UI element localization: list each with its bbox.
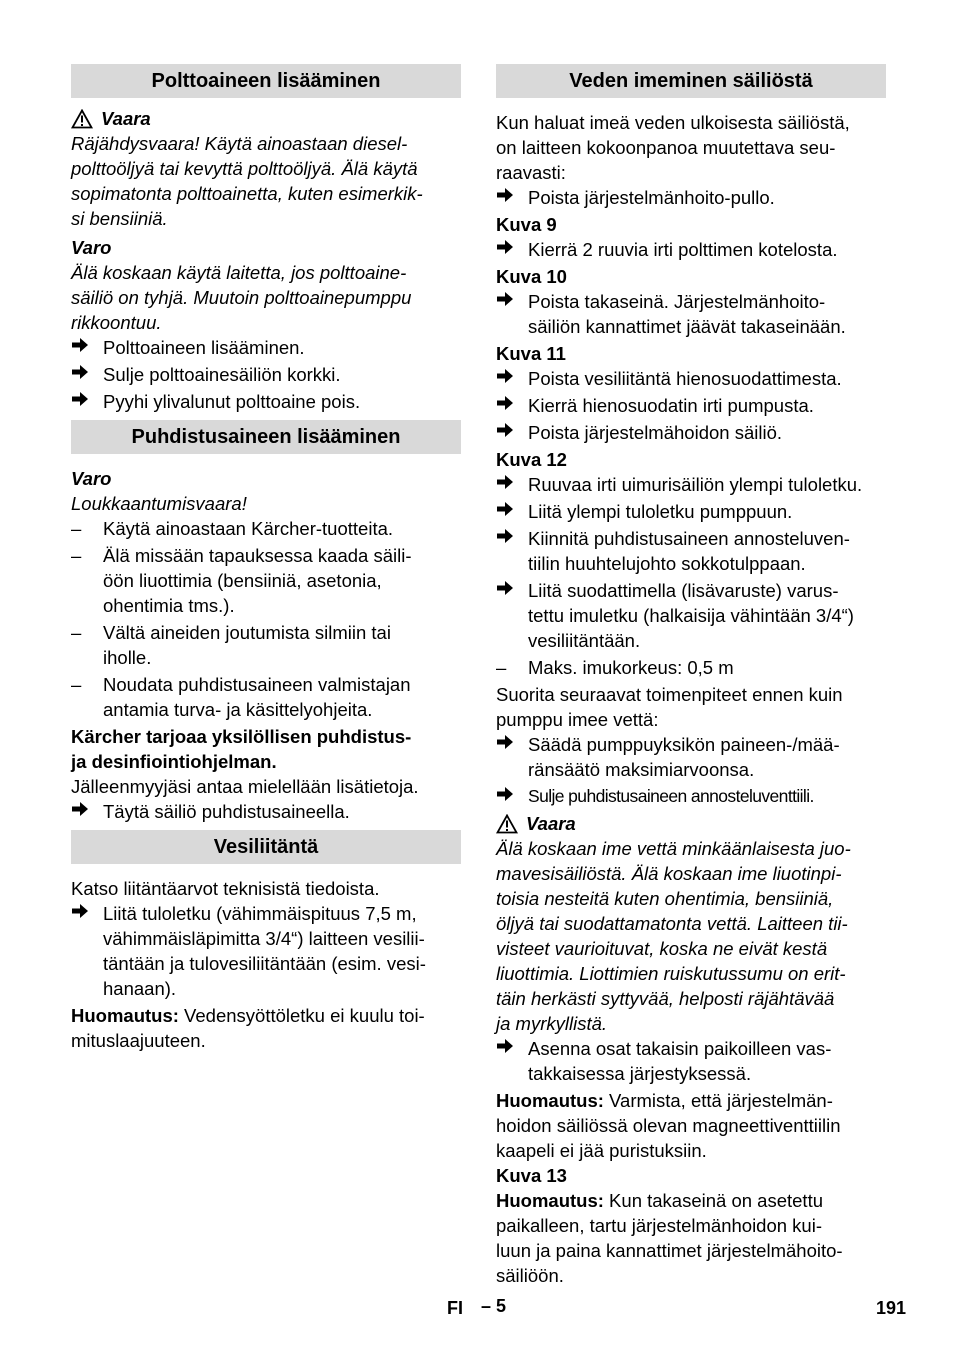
page-number: 191 <box>876 1298 907 1318</box>
arrow-right-icon <box>496 733 514 751</box>
arrow-right-icon <box>71 390 89 408</box>
arrow-right-icon <box>496 785 514 803</box>
caution-label: Varo <box>71 237 112 258</box>
caution-text: Älä koskaan käytä laitetta, jos polttoaine- säiliö on tyhjä. Muutoin polttoainepumppu rikkoontuu. <box>71 262 412 333</box>
arrow-right-icon <box>71 902 89 920</box>
right-column <box>496 64 886 1288</box>
step-item: Täytä säiliö puhdistusaineella. <box>71 799 461 824</box>
figure-ref: Kuva 12 <box>496 449 567 470</box>
figure-ref: Kuva 10 <box>496 266 567 287</box>
intro-text: Kun haluat imeä veden ulkoisesta säiliöstä, on laitteen kokoonpanoa muutettava seu- raavasti: <box>496 112 850 183</box>
section-heading-suction: Veden imeminen säiliöstä <box>496 64 886 98</box>
list-item: – Maks. imukorkeus: 0,5 m <box>496 657 734 678</box>
note-text: Huomautus: Varmista, että järjestelmän- hoidon säiliössä olevan magneettiventtiilin kaapeli ei jää puristuksiin. <box>496 1090 841 1161</box>
arrow-right-icon <box>496 186 514 204</box>
figure-ref: Kuva 9 <box>496 214 557 235</box>
step-item: Sulje puhdistusaineen annosteluventtiili. <box>496 784 886 809</box>
arrow-right-icon <box>496 394 514 412</box>
figure-ref: Kuva 11 <box>496 343 566 364</box>
note-text: Huomautus: Vedensyöttöletku ei kuulu toi- mituslaajuuteen. <box>71 1005 425 1051</box>
step-item: Polttoaineen lisääminen. <box>71 335 461 360</box>
figure-ref: Kuva 13 <box>496 1165 567 1186</box>
warning-triangle-icon <box>71 109 93 129</box>
caution-label: Varo <box>71 468 112 489</box>
arrow-right-icon <box>496 238 514 256</box>
step-item: Liitä ylempi tuloletku pumppuun. <box>496 499 886 524</box>
list-item: – Käytä ainoastaan Kärcher-tuotteita. <box>71 518 394 539</box>
before-text: Suorita seuraavat toimenpiteet ennen kuin pumppu imee vettä: <box>496 684 843 730</box>
arrow-right-icon <box>496 500 514 518</box>
list-item: – Älä missään tapauksessa kaada säili- öön liuottimia (bensiiniä, asetonia, ohentimia tms.). <box>71 545 412 616</box>
left-column <box>71 64 461 1053</box>
note-text: Huomautus: Kun takaseinä on asetettu paikalleen, tartu järjestelmänhoidon kui- luun ja paina kannattimet järjestelmähoito- säiliöön. <box>496 1190 843 1286</box>
arrow-right-icon <box>71 336 89 354</box>
danger-text: Älä koskaan ime vettä minkäänlaisesta juo- mavesisäiliöstä. Älä koskaan ime liuotinpi- toisia nesteitä kuten ohentimia, bensiiniä, öljyä tai suodattamatonta vettä. Laitteen tii- visteet vaurioituvat, koska ne eivät kestä liuottimia. Liottimien ruiskutussumu on erit- täin herkästi syttyvää, helposti räjähtävää ja myrkyllistä. <box>496 838 851 1034</box>
arrow-right-icon <box>496 367 514 385</box>
arrow-right-icon <box>496 290 514 308</box>
step-item: Ruuvaa irti uimurisäiliön ylempi tuloletku. <box>496 472 886 497</box>
danger-notice: Vaara <box>71 106 461 131</box>
footer-section: – 5 <box>481 1296 507 1316</box>
step-item: Poista järjestelmänhoito-pullo. <box>496 185 886 210</box>
step-item: Pyyhi ylivalunut polttoaine pois. <box>71 389 461 414</box>
step-item: Kiinnitä puhdistusaineen annosteluven- tiilin huuhtelujohto sokkotulppaan. <box>496 526 886 576</box>
step-item: Liitä tuloletku (vähimmäispituus 7,5 m, vähimmäisläpimitta 3/4“) laitteen vesilii- täntään ja tulovesiliitäntään (esim. vesi- hanaan). <box>71 901 461 1001</box>
step-item: Poista järjestelmähoidon säiliö. <box>496 420 886 445</box>
step-item: Poista vesiliitäntä hienosuodattimesta. <box>496 366 886 391</box>
arrow-right-icon <box>71 800 89 818</box>
section-heading-fuel: Polttoaineen lisääminen <box>71 64 461 98</box>
list-item: – Vältä aineiden joutumista silmiin tai iholle. <box>71 622 391 668</box>
step-item: Poista takaseinä. Järjestelmänhoito- säiliön kannattimet jäävät takaseinään. <box>496 289 886 339</box>
dealer-text: Jälleenmyyjäsi antaa mielellään lisätietoja. <box>71 776 419 797</box>
step-item: Sulje polttoainesäiliön korkki. <box>71 362 461 387</box>
offer-text: Kärcher tarjoaa yksilöllisen puhdistus- ja desinfiointiohjelman. <box>71 726 412 772</box>
step-item: Säädä pumppuyksikön paineen-/mää- ränsäätö maksimiarvoonsa. <box>496 732 886 782</box>
danger-text: Räjähdysvaara! Käytä ainoastaan diesel- polttoöljyä tai kevyttä polttoöljyä. Älä käytä sopimatonta polttoainetta, kuten esimerkik- si bensiiniä. <box>71 133 423 229</box>
see-tech-data: Katso liitäntäarvot teknisistä tiedoista. <box>71 878 380 899</box>
danger-notice: Vaara <box>496 811 886 836</box>
section-heading-water: Vesiliitäntä <box>71 830 461 864</box>
arrow-right-icon <box>496 421 514 439</box>
arrow-right-icon <box>496 527 514 545</box>
footer-language: FI <box>447 1298 463 1318</box>
step-item: Kierrä hienosuodatin irti pumpusta. <box>496 393 886 418</box>
arrow-right-icon <box>496 579 514 597</box>
section-heading-detergent: Puhdistusaineen lisääminen <box>71 420 461 454</box>
step-item: Asenna osat takaisin paikoilleen vas- takkaisessa järjestyksessä. <box>496 1036 886 1086</box>
step-item: Liitä suodattimella (lisävaruste) varus- tettu imuletku (halkaisija vähintään 3/4“) vesiliitäntään. <box>496 578 886 653</box>
arrow-right-icon <box>496 1037 514 1055</box>
list-item: – Noudata puhdistusaineen valmistajan antamia turva- ja käsittelyohjeita. <box>71 674 411 720</box>
arrow-right-icon <box>496 473 514 491</box>
arrow-right-icon <box>71 363 89 381</box>
warning-triangle-icon <box>496 814 518 834</box>
step-item: Kierrä 2 ruuvia irti polttimen kotelosta. <box>496 237 886 262</box>
injury-warning: Loukkaantumisvaara! <box>71 493 247 514</box>
